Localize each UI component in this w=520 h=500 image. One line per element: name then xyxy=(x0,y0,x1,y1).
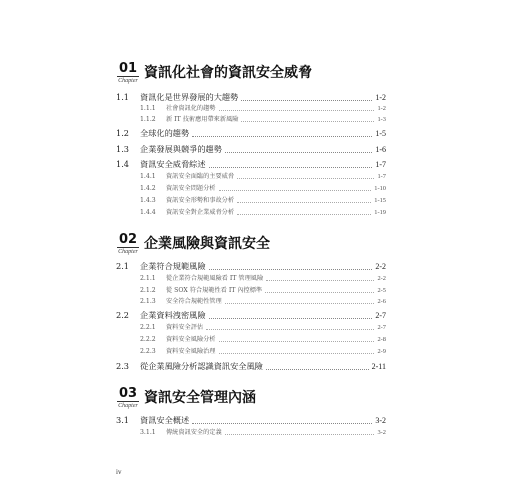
entry-page: 2-2 xyxy=(377,275,386,282)
entry-page: 1-19 xyxy=(374,209,386,216)
entry-page: 2-9 xyxy=(377,348,386,355)
entry-number: 2.3 xyxy=(116,361,130,371)
dot-leader xyxy=(225,433,375,435)
entry-title: 從企業風險分析認識資訊安全風險 xyxy=(140,361,263,371)
entry-number: 1.4.3 xyxy=(140,197,156,204)
dot-leader xyxy=(237,177,374,179)
toc-subentry[interactable] xyxy=(116,346,386,357)
page-folio: iv xyxy=(116,468,122,476)
entry-number: 1.4.2 xyxy=(140,185,156,192)
dot-leader xyxy=(241,120,374,122)
toc-entry[interactable] xyxy=(116,260,386,273)
toc-subentry[interactable] xyxy=(116,273,386,284)
dot-leader xyxy=(219,340,375,342)
entry-number: 2.1 xyxy=(116,261,130,271)
dot-leader xyxy=(219,352,375,354)
dot-leader xyxy=(225,302,375,304)
chapter-label: Chapter xyxy=(118,78,138,84)
chapter-heading xyxy=(116,388,396,412)
entry-number: 2.1.2 xyxy=(140,287,156,294)
toc-subentry[interactable] xyxy=(116,285,386,296)
toc-subentry[interactable] xyxy=(116,296,386,307)
dot-leader xyxy=(266,279,374,281)
entry-number: 1.4 xyxy=(116,159,130,169)
toc-subentry[interactable] xyxy=(116,334,386,345)
chapter-badge xyxy=(116,63,140,87)
entry-page: 1-5 xyxy=(375,129,386,138)
chapter-title: 資訊化社會的資訊安全威脅 xyxy=(144,65,312,81)
chapter-number: 02 xyxy=(118,232,138,247)
toc-subentry[interactable] xyxy=(116,103,386,114)
entry-page: 2-7 xyxy=(377,324,386,331)
dot-leader xyxy=(192,135,372,137)
entry-number: 1.3 xyxy=(116,144,130,154)
chapter-title: 資訊安全管理內涵 xyxy=(144,390,256,406)
dot-leader xyxy=(206,328,374,330)
chapter-badge xyxy=(116,388,140,412)
dot-leader xyxy=(237,213,371,215)
entry-page: 3-2 xyxy=(375,416,386,425)
entry-number: 2.1.3 xyxy=(140,298,156,305)
entry-page: 2-11 xyxy=(371,362,386,371)
entry-page: 1-15 xyxy=(374,197,386,204)
chapter-number: 03 xyxy=(118,386,138,401)
entry-page: 2-2 xyxy=(375,262,386,271)
dot-leader xyxy=(209,166,373,168)
entry-title: 企業符合規範風險 xyxy=(140,261,206,271)
entry-title: 企業發展與競爭的趨勢 xyxy=(140,144,222,154)
entry-number: 3.1 xyxy=(116,415,130,425)
entry-number: 1.1 xyxy=(116,92,130,102)
toc-subentry[interactable] xyxy=(116,114,386,125)
entry-title: 資訊安全對企業威脅分析 xyxy=(166,209,235,216)
toc-subentry[interactable] xyxy=(116,183,386,194)
entry-number: 1.1.1 xyxy=(140,105,156,112)
entry-page: 2-5 xyxy=(377,287,386,294)
chapter-label: Chapter xyxy=(118,249,138,255)
dot-leader xyxy=(219,109,375,111)
entry-page: 1-2 xyxy=(375,93,386,102)
entry-number: 2.1.1 xyxy=(140,275,156,282)
entry-page: 2-8 xyxy=(377,336,386,343)
dot-leader xyxy=(265,291,374,293)
chapter-heading xyxy=(116,234,396,258)
chapter-badge xyxy=(116,234,140,258)
entry-number: 2.2.3 xyxy=(140,348,156,355)
entry-number: 3.1.1 xyxy=(140,429,156,436)
dot-leader xyxy=(241,99,372,101)
entry-title: 安全符合規範性管理 xyxy=(166,298,222,305)
toc-subentry[interactable] xyxy=(116,195,386,206)
dot-leader xyxy=(209,317,373,319)
entry-title: 資訊安全面臨的主要威脅 xyxy=(166,173,235,180)
entry-title: 資訊安全概述 xyxy=(140,415,190,425)
entry-page: 1-3 xyxy=(377,116,386,123)
toc-entry[interactable] xyxy=(116,360,386,373)
entry-page: 1-7 xyxy=(375,160,386,169)
entry-number: 1.4.1 xyxy=(140,173,156,180)
toc-entry[interactable] xyxy=(116,143,386,156)
dot-leader xyxy=(225,151,372,153)
toc-entry[interactable] xyxy=(116,309,386,322)
entry-page: 3-2 xyxy=(377,429,386,436)
entry-title: 從企業符合規範風險看 IT 管理風險 xyxy=(166,275,264,282)
entry-number: 2.2 xyxy=(116,310,130,320)
entry-title: 社會資訊化的趨勢 xyxy=(166,105,216,112)
entry-number: 1.2 xyxy=(116,128,130,138)
toc-entry[interactable] xyxy=(116,127,386,140)
entry-title: 企業資料洩密風險 xyxy=(140,310,206,320)
entry-title: 資料安全風險分析 xyxy=(166,336,216,343)
entry-page: 1-7 xyxy=(377,173,386,180)
entry-page: 1-10 xyxy=(374,185,386,192)
entry-title: 資訊安全威脅綜述 xyxy=(140,159,206,169)
entry-page: 2-7 xyxy=(375,311,386,320)
chapter-number: 01 xyxy=(118,61,138,76)
entry-number: 1.4.4 xyxy=(140,209,156,216)
toc-entry[interactable] xyxy=(116,158,386,171)
entry-title: 資訊安全形勢和事故分析 xyxy=(166,197,235,204)
entry-page: 2-6 xyxy=(377,298,386,305)
entry-number: 2.2.1 xyxy=(140,324,156,331)
toc-entry[interactable] xyxy=(116,414,386,427)
entry-title: 資訊化是世界發展的大趨勢 xyxy=(140,92,239,102)
entry-title: 從 SOX 符合規範性看 IT 內控標準 xyxy=(166,287,263,294)
dot-leader xyxy=(266,368,369,370)
chapter-label: Chapter xyxy=(118,403,138,409)
entry-number: 1.1.2 xyxy=(140,116,156,123)
entry-title: 全球化的趨勢 xyxy=(140,128,190,138)
entry-page: 1-2 xyxy=(377,105,386,112)
toc-subentry[interactable] xyxy=(116,427,386,438)
entry-title: 資料安全評估 xyxy=(166,324,204,331)
entry-title: 新 IT 技術應用帶來新風險 xyxy=(166,116,239,123)
entry-title: 傳統資訊安全的定義 xyxy=(166,429,222,436)
dot-leader xyxy=(237,201,371,203)
dot-leader xyxy=(192,422,372,424)
chapter-heading xyxy=(116,63,396,87)
dot-leader xyxy=(209,268,373,270)
entry-page: 1-6 xyxy=(375,145,386,154)
toc-subentry[interactable] xyxy=(116,322,386,333)
entry-title: 資訊安全問題分析 xyxy=(166,185,216,192)
entry-number: 2.2.2 xyxy=(140,336,156,343)
dot-leader xyxy=(219,189,372,191)
chapter-title: 企業風險與資訊安全 xyxy=(144,236,270,252)
toc-subentry[interactable] xyxy=(116,207,386,218)
entry-title: 資料安全風險治理 xyxy=(166,348,216,355)
toc-subentry[interactable] xyxy=(116,171,386,182)
